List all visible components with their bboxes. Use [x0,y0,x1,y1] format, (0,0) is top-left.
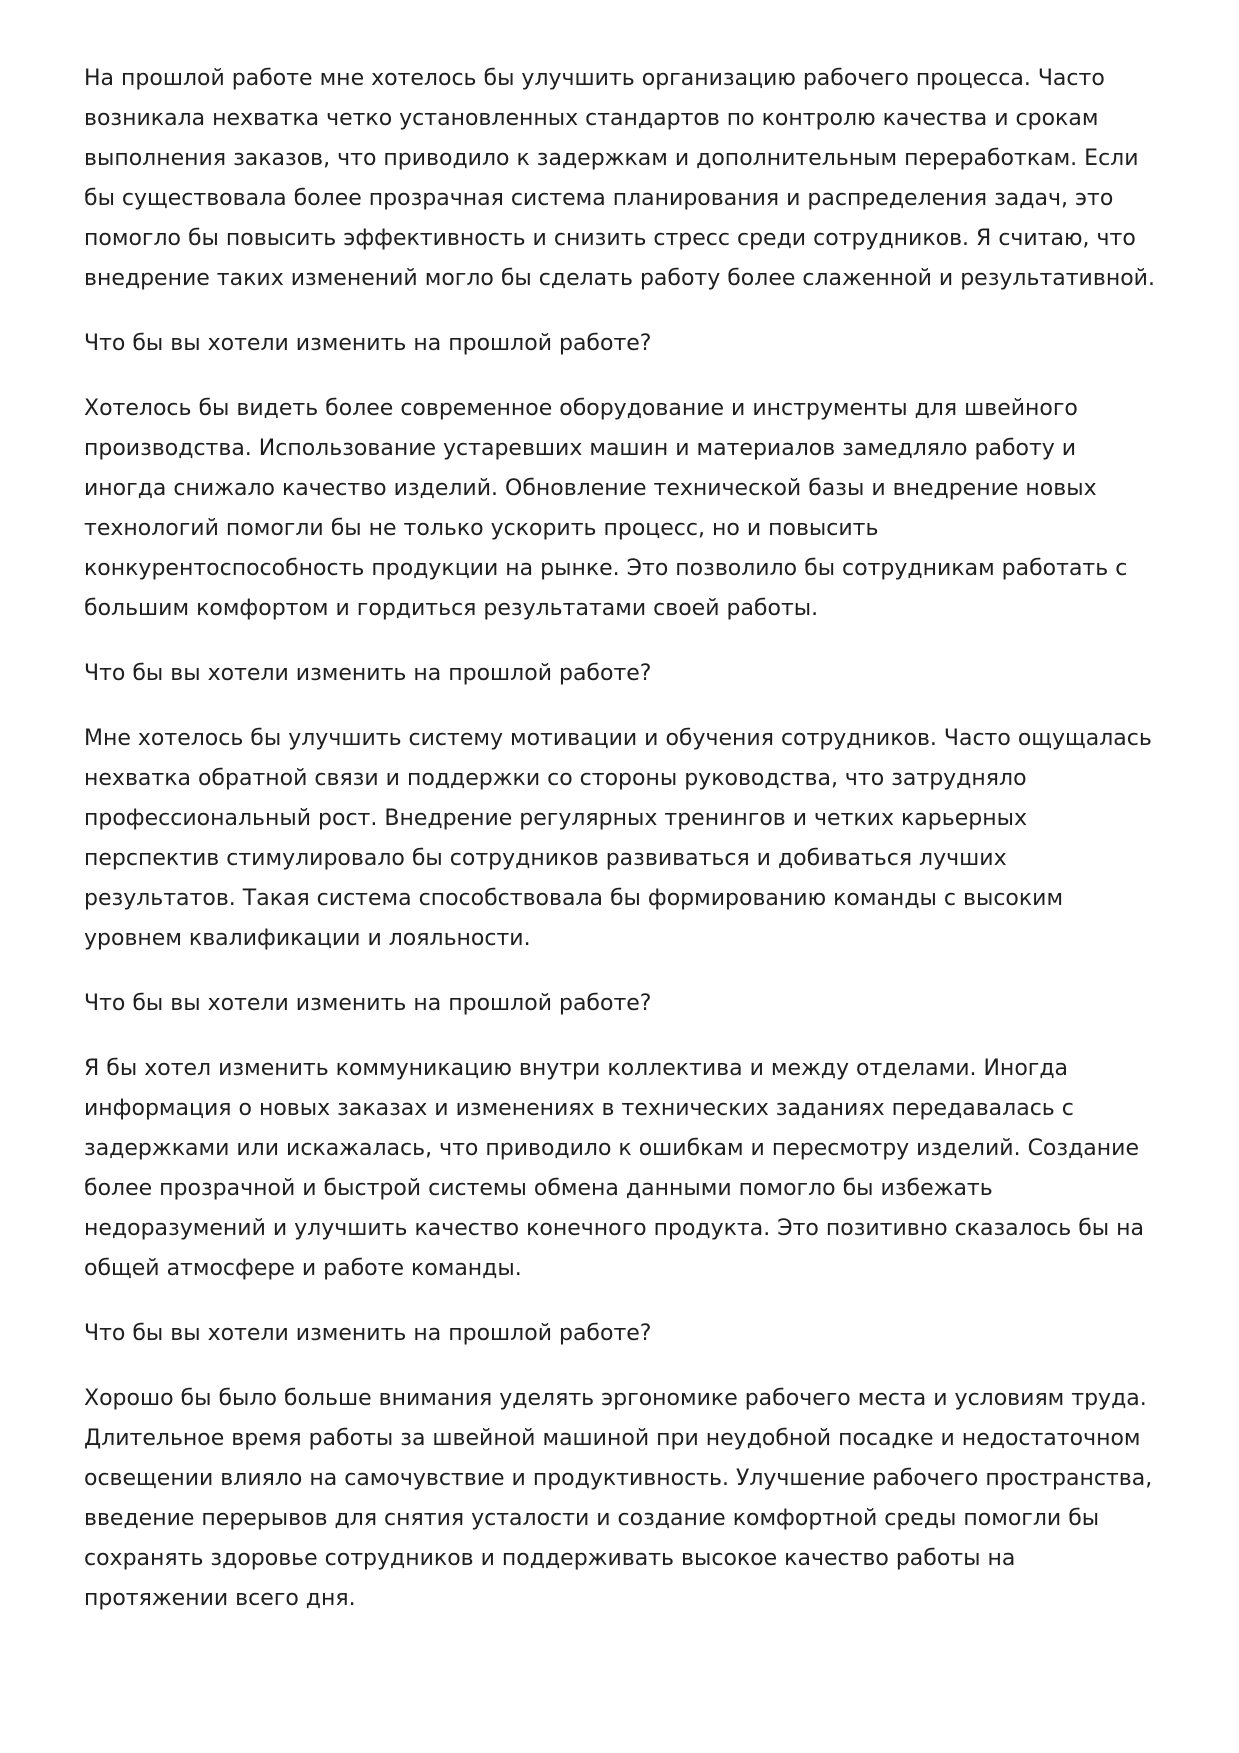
question-heading-1: Что бы вы хотели изменить на прошлой работе? [84,331,652,356]
question-heading-4: Что бы вы хотели изменить на прошлой работе? [84,1321,652,1346]
answer-paragraph-3: Мне хотелось бы улучшить систему мотивации и обучения сотрудников. Часто ощущалась нехватка обратной связи и поддержки со стороны руководства, что затрудняло профессиональный рост. Внедрение регулярных тренингов и четких карьерных перспектив стимулировало бы сотрудников развиваться и добиваться лучших результатов. Такая система способствовала бы формированию команды с высоким уровнем квалификации и лояльности. [84,726,1152,951]
answer-paragraph-2: Хотелось бы видеть более современное оборудование и инструменты для швейного производства. Использование устаревших машин и материалов замедляло работу и иногда снижало качество изделий. Обновление технической базы и внедрение новых технологий помогли бы не только ускорить процесс, но и повысить конкурентоспособность продукции на рынке. Это позволило бы сотрудникам работать с большим комфортом и гордиться результатами своей работы. [84,396,1128,621]
question-heading-2: Что бы вы хотели изменить на прошлой работе? [84,661,652,686]
question-heading-3: Что бы вы хотели изменить на прошлой работе? [84,991,652,1016]
answer-paragraph-5: Хорошо бы было больше внимания уделять эргономике рабочего места и условиям труда. Длительное время работы за швейной машиной при неудобной посадке и недостаточном освещении влияло на самочувствие и продуктивность. Улучшение рабочего пространства, введение перерывов для снятия усталости и создание комфортной среды помогли бы сохранять здоровье сотрудников и поддерживать высокое качество работы на протяжении всего дня. [84,1386,1153,1611]
document-body [84,59,1159,1644]
answer-paragraph-1: На прошлой работе мне хотелось бы улучшить организацию рабочего процесса. Часто возникала нехватка четко установленных стандартов по контролю качества и срокам выполнения заказов, что приводило к задержкам и дополнительным переработкам. Если бы существовала более прозрачная система планирования и распределения задач, это помогло бы повысить эффективность и снизить стресс среди сотрудников. Я считаю, что внедрение таких изменений могло бы сделать работу более слаженной и результативной. [84,66,1155,291]
answer-paragraph-4: Я бы хотел изменить коммуникацию внутри коллектива и между отделами. Иногда информация о новых заказах и изменениях в технических заданиях передавалась с задержками или искажалась, что приводило к ошибкам и пересмотру изделий. Создание более прозрачной и быстрой системы обмена данными помогло бы избежать недоразумений и улучшить качество конечного продукта. Это позитивно сказалось бы на общей атмосфере и работе команды. [84,1056,1145,1281]
